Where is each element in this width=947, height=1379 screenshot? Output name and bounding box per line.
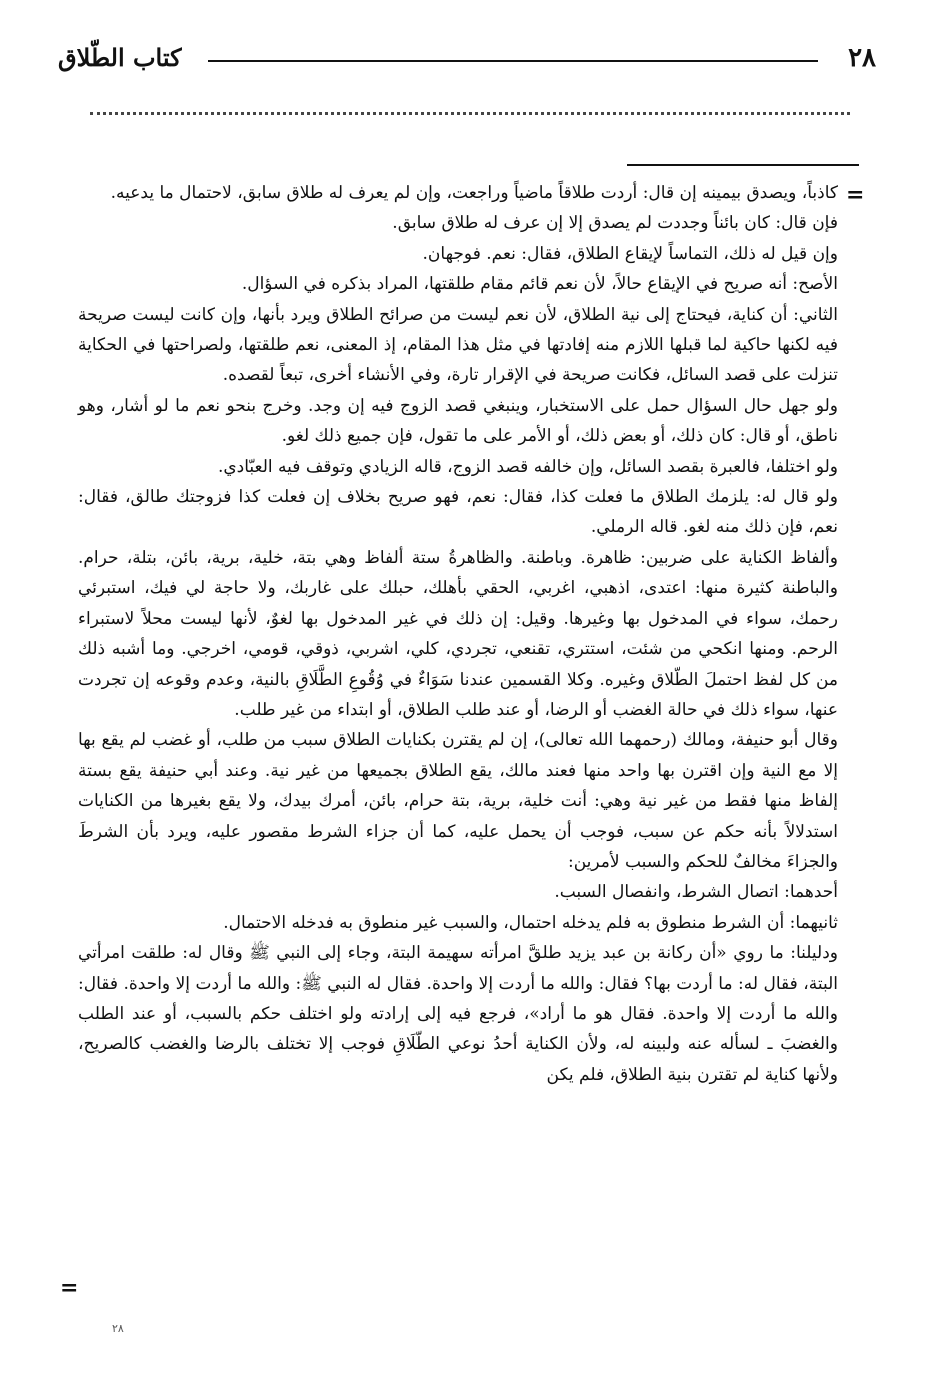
paragraph-5: الثاني: أن كناية، فيحتاج إلى نية الطلاق، لأن نعم ليست من صرائح الطلاق ويرد بأنها، وإن كانت ليست صريحة فيه لكنها حاكية لما قبلها اللازم منه إفادتها في مثل هذا المقام، إذ المعنى، نعم طلقتها، ولصراحتها في الحكاية تنزلت على قصد السائل، فكانت صريحة في الإقرار تارة، وفي الأنشاء أخرى، تبعاً لقصده. — [78, 304, 838, 386]
footnote-rule — [627, 164, 859, 166]
dotted-separator — [90, 112, 850, 115]
header-rule — [208, 60, 818, 62]
page-number: ٢٨ — [848, 43, 876, 73]
page-mark: ٢٨ — [112, 1322, 124, 1335]
paragraph-12: ثانيهما: أن الشرط منطوق به فلم يدخله احتمال، والسبب غير منطوق به فدخله الاحتمال. — [223, 912, 838, 933]
continuation-mark-bottom: = — [60, 1275, 79, 1301]
book-title: كتاب الطّلاق — [58, 43, 182, 72]
paragraph-3: وإن قيل له ذلك، التماساً لإيقاع الطلاق، فقال: نعم. فوجهان. — [422, 243, 838, 264]
paragraph-1: كاذباً، ويصدق بيمينه إن قال: أردت طلاقاً ماضياً وراجعت، وإن لم يعرف له طلاق سابق، لاحتمال ما يدعيه. — [110, 183, 838, 203]
paragraph-11: أحدهما: اتصال الشرط، وانفصال السبب. — [554, 882, 838, 903]
paragraph-7: ولو اختلفا، فالعبرة بقصد السائل، وإن خالفه قصد الزوج، قاله الزيادي وتوقف فيه العبّادي. — [217, 456, 838, 477]
paragraph-6: ولو جهل حال السؤال حمل على الاستخبار، وينبغي قصد الزوج فيه إن وجد. وخرج بنحو نعم ما لو أشار، وهو ناطق، أو قال: كان ذلك، أو بعض ذلك، أو الأمر على ما تقول، فإن جميع ذلك لغو. — [78, 395, 838, 447]
paragraph-2: فإن قال: كان بائناً وجددت لم يصدق إلا إن عرف له طلاق سابق. — [392, 213, 838, 234]
paragraph-4: الأصح: أنه صريح في الإيقاع حالاً، لأن نعم قائم مقام طلقتها، المراد بذكره في السؤال. — [241, 274, 838, 295]
paragraph-8: ولو قال له: يلزمك الطلاق ما فعلت كذا، فقال: نعم، فهو صريح بخلاف إن فعلت كذا فزوجتك طالق، فقال: نعم، فإن ذلك منه لغو. قاله الرملي. — [78, 487, 838, 538]
continuation-mark-top: = — [846, 182, 865, 208]
paragraph-9: وألفاظ الكناية على ضربين: ظاهرة. وباطنة. والظاهرةُ ستة ألفاظ وهي بتة، خلية، برية، بائن، بتلة، حرام. والباطنة كثيرة منها: اعتدى، اذهبي، اغربي، الحقي بأهلك، حبلك على غاربك، ولا حاجة لي فيك، استبرئي رحمك، سواء في المدخول بها وغيرها. وقيل: إن ذلك في غير المدخول بها لغوٌ، لأنها ليست محلاً لاستبراء الرحم. ومنها انكحي من شئت، استتري، تقنعي، تجردي، كلي، اشربي، ذوقي، قومي، اخرجي. وما أشبه ذلك من كل لفظ احتملَ الطّلاق وغيره. وكلا القسمين عندنا سَوَاءٌ في وُقُوعِ الطَّلَاقِ بالنية، وعدم وقوعه إن تجردت عنها، سواء ذلك في حالة الغضب أو الرضا، أو عند طلب الطلاق، أو ابتداء من غير طلب. — [78, 547, 838, 720]
paragraph-13: ودليلنا: ما روي «أن ركانة بن عبد يزيد طلقَّ امرأته سهيمة البتة، وجاء إلى النبي ﷺ وقال له: طلقت امرأتي البتة، فقال له: ما أردت بها؟ فقال: والله ما أردت إلا واحدة. فقال له النبي ﷺ: والله ما أردت إلا واحدة. فقال: والله ما أردت إلا واحدة. فقال هو ما أراد»، فرجع فيه إلى إرادته ولو اختلف حكم بالسبب، أو عند الطلب والغضبَ ـ لسأله عنه ولبينه له، ولأن الكناية أحدُ نوعي الطّلَاقِ فوجب إلا تختلف بالرضا والغضب كالصريح، ولأنها كناية لم تقترن بنية الطلاق، فلم يكن — [78, 943, 838, 1085]
paragraph-10: وقال أبو حنيفة، ومالك (رحمهما الله تعالى)، إن لم يقترن بكنايات الطلاق سبب من طلب، أو غضب لم يقع بها إلا مع النية وإن اقترن بها واحد منها فعند مالك، يقع الطلاق بجميعها من غير نية. وعند أبي حنيفة يقع بستة إلفاظ منها فقط من غير نية وهي: أنت خلية، برية، بتة حرام، بائن، أمرك بيدك، ولا يقع بغيرها من الكنايات استدلالاً بأنه حكم عن سبب، فوجب أن يحمل عليه، كما أن جزاء الشرط مقصور عليه، ويرد بأن الشرطَ والجزاءَ مخالفٌ للحكم والسبب لأمرين: — [78, 730, 838, 872]
footnote-text — [78, 178, 838, 1090]
running-header — [58, 38, 876, 78]
